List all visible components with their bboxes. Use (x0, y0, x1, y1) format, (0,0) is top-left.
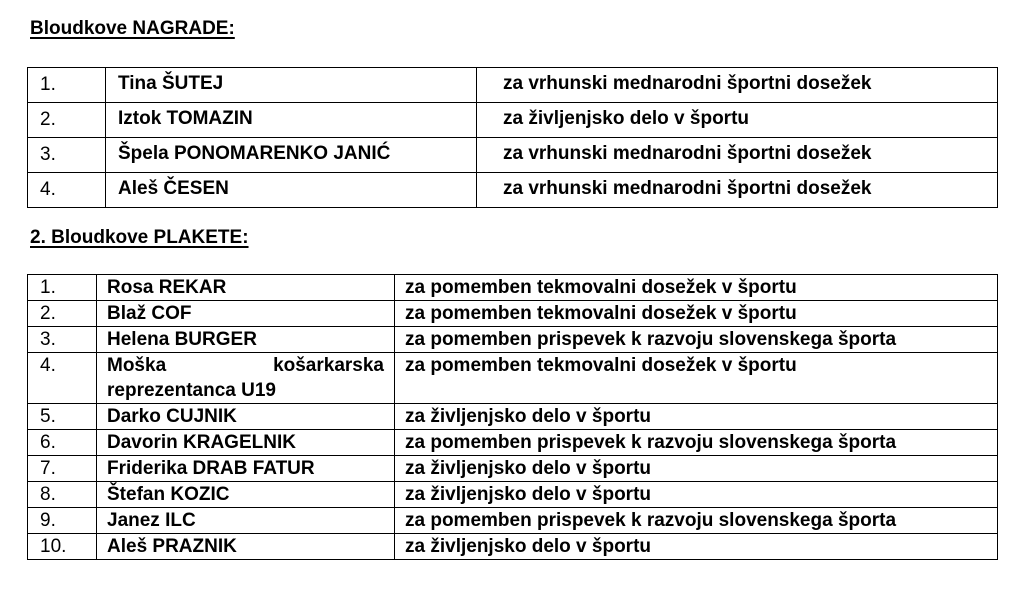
row-number: 2. (28, 103, 106, 138)
row-number: 5. (28, 404, 97, 430)
recipient-name-line-2: reprezentanca U19 (107, 380, 276, 401)
recipient-name: Helena BURGER (97, 327, 395, 353)
award-reason: za pomemben tekmovalni dosežek v športu (395, 275, 998, 301)
award-reason: za življenjsko delo v športu (477, 103, 998, 138)
row-number: 4. (28, 353, 97, 404)
row-number: 1. (28, 275, 97, 301)
recipient-name: Aleš PRAZNIK (97, 534, 395, 560)
row-number: 7. (28, 456, 97, 482)
table-row (28, 508, 998, 534)
award-reason: za življenjsko delo v športu (395, 482, 998, 508)
award-reason: za pomemben tekmovalni dosežek v športu (395, 353, 998, 404)
section-heading-plakete: 2. Bloudkove PLAKETE: (30, 227, 249, 248)
plakete-table (27, 274, 998, 560)
recipient-name: Blaž COF (97, 301, 395, 327)
row-number: 2. (28, 301, 97, 327)
recipient-name: Špela PONOMARENKO JANIĆ (106, 138, 477, 173)
row-number: 3. (28, 327, 97, 353)
recipient-name: Tina ŠUTEJ (106, 68, 477, 103)
award-reason: za pomemben prispevek k razvoju slovenskega športa (395, 508, 998, 534)
recipient-name-line-1: Moška košarkarska (107, 355, 384, 376)
row-number: 10. (28, 534, 97, 560)
table-row (28, 430, 998, 456)
recipient-name: Rosa REKAR (97, 275, 395, 301)
table-row (28, 327, 998, 353)
row-number: 6. (28, 430, 97, 456)
row-number: 1. (28, 68, 106, 103)
row-number: 9. (28, 508, 97, 534)
table-row (28, 173, 998, 208)
table-row (28, 68, 998, 103)
award-reason: za pomemben prispevek k razvoju slovenskega športa (395, 327, 998, 353)
award-reason: za vrhunski mednarodni športni dosežek (477, 138, 998, 173)
recipient-name: Friderika DRAB FATUR (97, 456, 395, 482)
award-reason: za vrhunski mednarodni športni dosežek (477, 173, 998, 208)
table-row (28, 138, 998, 173)
table-row (28, 353, 998, 404)
award-reason: za življenjsko delo v športu (395, 534, 998, 560)
table-row (28, 404, 998, 430)
recipient-name (97, 353, 395, 404)
award-reason: za življenjsko delo v športu (395, 456, 998, 482)
table-row (28, 301, 998, 327)
row-number: 8. (28, 482, 97, 508)
section-heading-nagrade: Bloudkove NAGRADE: (30, 18, 235, 39)
award-reason: za življenjsko delo v športu (395, 404, 998, 430)
nagrade-table (27, 67, 998, 208)
recipient-name: Davorin KRAGELNIK (97, 430, 395, 456)
table-row (28, 103, 998, 138)
row-number: 4. (28, 173, 106, 208)
award-reason: za pomemben prispevek k razvoju slovenskega športa (395, 430, 998, 456)
table-row (28, 275, 998, 301)
award-reason: za pomemben tekmovalni dosežek v športu (395, 301, 998, 327)
recipient-name: Iztok TOMAZIN (106, 103, 477, 138)
table-row (28, 534, 998, 560)
recipient-name: Aleš ČESEN (106, 173, 477, 208)
table-row (28, 482, 998, 508)
recipient-name: Štefan KOZIC (97, 482, 395, 508)
table-row (28, 456, 998, 482)
row-number: 3. (28, 138, 106, 173)
recipient-name: Janez ILC (97, 508, 395, 534)
award-reason: za vrhunski mednarodni športni dosežek (477, 68, 998, 103)
recipient-name: Darko CUJNIK (97, 404, 395, 430)
